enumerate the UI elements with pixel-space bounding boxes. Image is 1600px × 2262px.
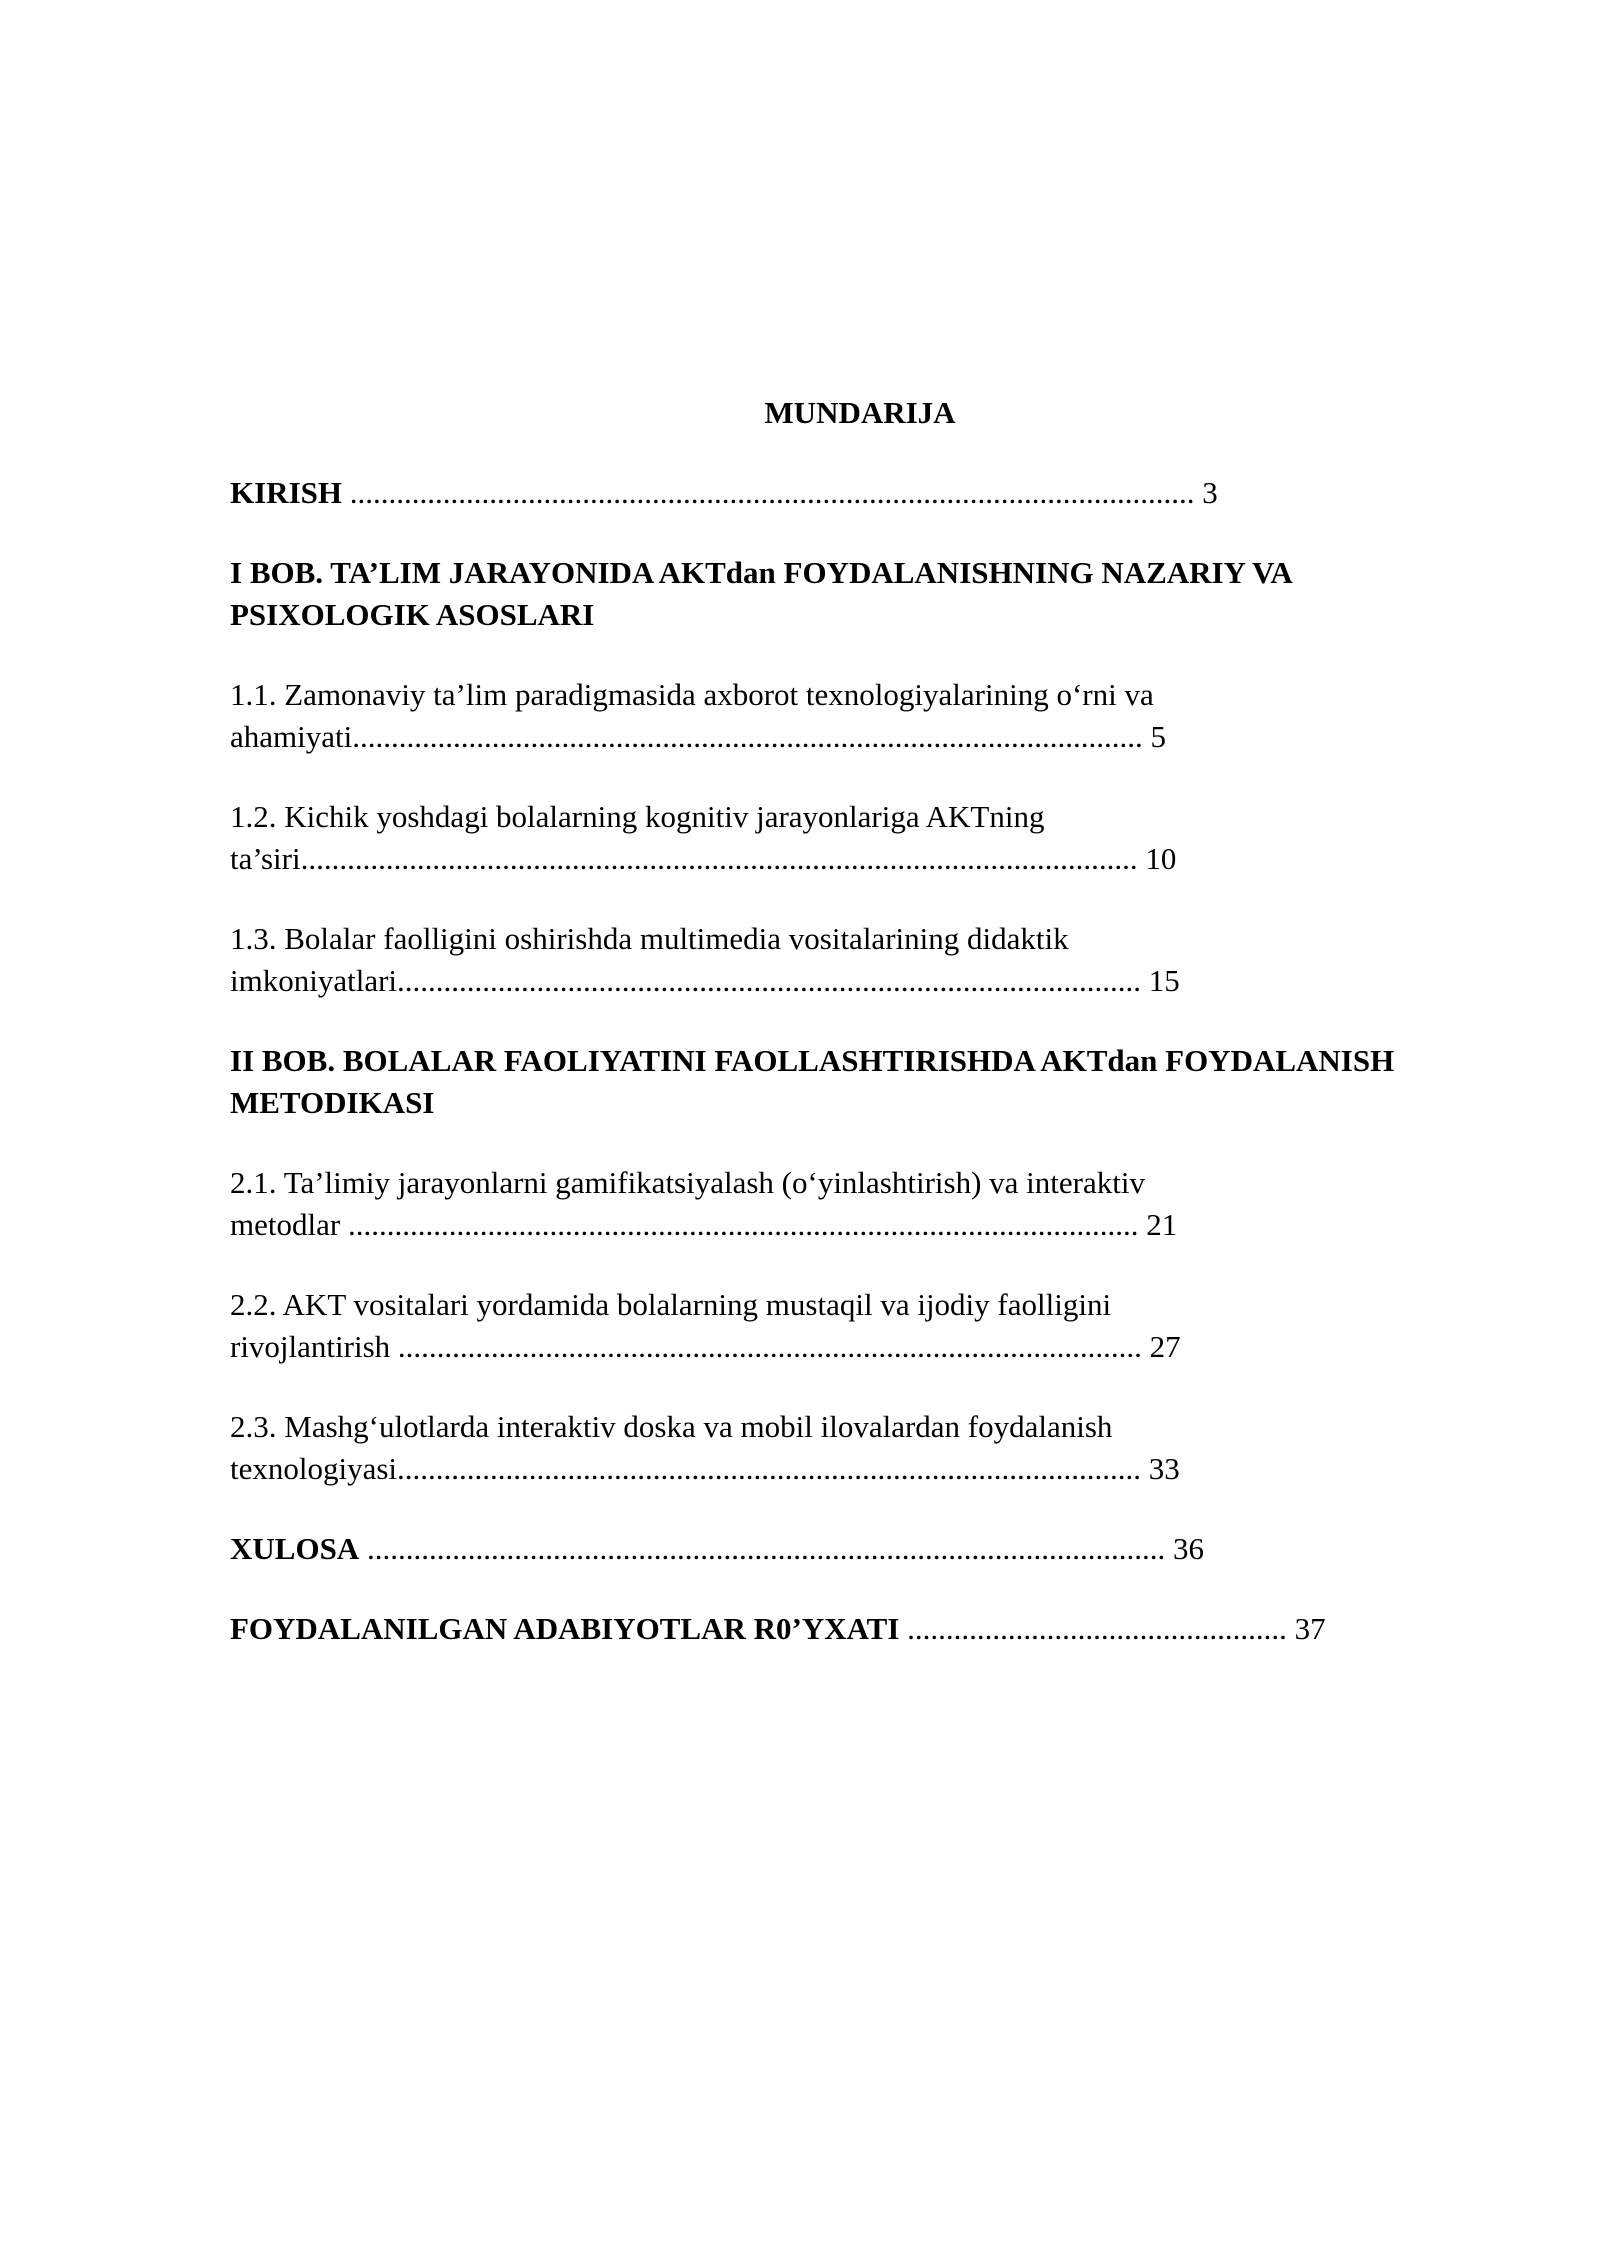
- toc-section-2-1-line1[interactable]: 2.1. Ta’limiy jarayonlarni gamifikatsiyalash (o‘yinlashtirish) va interaktiv: [230, 1165, 1145, 1200]
- toc-page-number: 27: [1141, 1329, 1181, 1364]
- toc-entry-label: XULOSA: [230, 1531, 360, 1566]
- toc-section-1-1-line2[interactable]: [230, 716, 1166, 758]
- toc-page-number: 3: [1194, 475, 1218, 510]
- toc-leader-dots: .............................................................................................................: [341, 475, 1195, 510]
- toc-leader-dots: .......................................................................................................: [359, 1531, 1166, 1566]
- toc-leader-dots: ............................................................................................................: [300, 841, 1138, 876]
- toc-section-1-3-line2[interactable]: [230, 960, 1180, 1002]
- toc-section-2-3-line2[interactable]: [230, 1448, 1180, 1490]
- toc-page-number: 10: [1137, 841, 1177, 876]
- toc-page-number: 15: [1141, 963, 1180, 998]
- toc-section-2-2-line1[interactable]: 2.2. AKT vositalari yordamida bolalarning mustaqil va ijodiy faolligini: [230, 1287, 1112, 1322]
- toc-leader-dots: ................................................................................................: [397, 963, 1142, 998]
- toc-page-number: 33: [1141, 1451, 1180, 1486]
- toc-title: MUNDARIJA: [764, 395, 956, 430]
- toc-entry-label: metodlar: [230, 1207, 341, 1242]
- toc-section-1-3-line1[interactable]: 1.3. Bolalar faolligini oshirishda multimedia vositalarining didaktik: [230, 921, 1069, 956]
- toc-chapter-2-line2[interactable]: METODIKASI: [230, 1085, 435, 1120]
- toc-entry-label: KIRISH: [230, 475, 342, 510]
- toc-entry-label: ta’siri: [230, 841, 301, 876]
- toc-section-1-2-line1[interactable]: 1.2. Kichik yoshdagi bolalarning kognitiv jarayonlariga AKTning: [230, 799, 1045, 834]
- toc-page-number: 36: [1165, 1531, 1204, 1566]
- toc-entry-label: ahamiyati: [230, 719, 353, 754]
- toc-page-number: 5: [1142, 719, 1166, 754]
- toc-entry-label: rivojlantirish: [230, 1329, 391, 1364]
- toc-entry-adabiyotlar[interactable]: [230, 1608, 1326, 1650]
- toc-leader-dots: ................................................................................................: [390, 1329, 1142, 1364]
- toc-entry-label: imkoniyatlari: [230, 963, 398, 998]
- toc-leader-dots: ................................................................................................: [397, 1451, 1142, 1486]
- toc-entry-kirish[interactable]: [230, 472, 1218, 514]
- toc-leader-dots: .................................................: [899, 1611, 1287, 1646]
- toc-chapter-1-line1[interactable]: I BOB. TA’LIM JARAYONIDA AKTdan FOYDALANISHNING NAZARIY VA: [230, 555, 1293, 590]
- toc-section-2-3-line1[interactable]: 2.3. Mashg‘ulotlarda interaktiv doska va mobil ilovalardan foydalanish: [230, 1409, 1113, 1444]
- toc-section-1-2-line2[interactable]: [230, 838, 1176, 880]
- toc-entry-label: texnologiyasi: [230, 1451, 398, 1486]
- toc-section-2-1-line2[interactable]: [230, 1204, 1177, 1246]
- toc-leader-dots: ......................................................................................................: [352, 719, 1143, 754]
- toc-chapter-1-line2[interactable]: PSIXOLOGIK ASOSLARI: [230, 597, 595, 632]
- toc-page-number: 21: [1138, 1207, 1178, 1242]
- toc-entry-xulosa[interactable]: [230, 1528, 1204, 1570]
- toc-leader-dots: ......................................................................................................: [340, 1207, 1139, 1242]
- toc-chapter-2-line1[interactable]: II BOB. BOLALAR FAOLIYATINI FAOLLASHTIRISHDA AKTdan FOYDALANISH: [230, 1043, 1395, 1078]
- toc-section-1-1-line1[interactable]: 1.1. Zamonaviy ta’lim paradigmasida axborot texnologiyalarining o‘rni va: [230, 677, 1154, 712]
- toc-section-2-2-line2[interactable]: [230, 1326, 1181, 1368]
- toc-entry-label: FOYDALANILGAN ADABIYOTLAR R0’YXATI: [230, 1611, 900, 1646]
- toc-page-number: 37: [1286, 1611, 1326, 1646]
